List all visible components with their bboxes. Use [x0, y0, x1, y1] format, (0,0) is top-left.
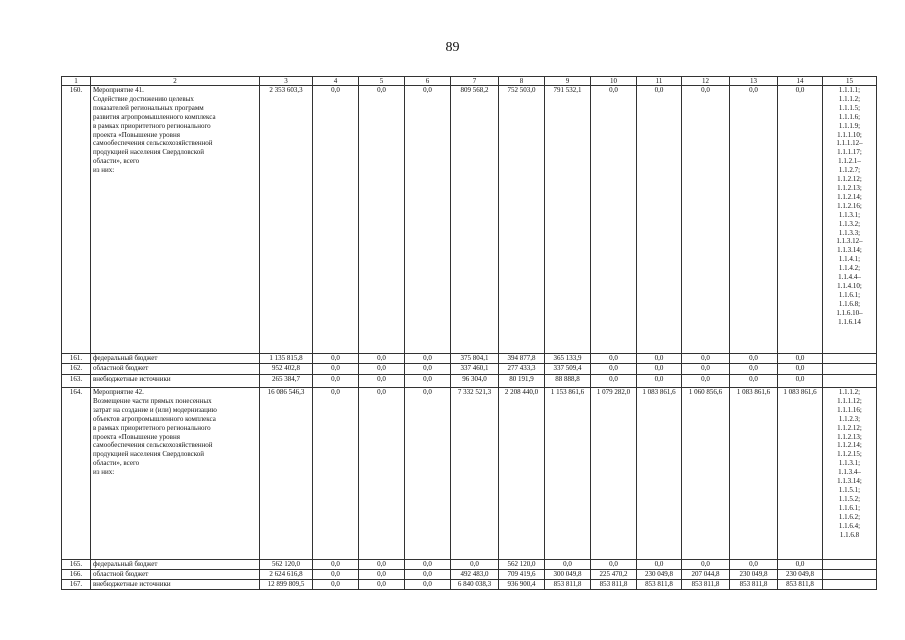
row-number: 160. — [62, 86, 91, 354]
description-line: из них: — [93, 468, 115, 477]
table-row — [62, 570, 877, 580]
target-indicators-cell — [823, 570, 877, 580]
value-cell: 0,0 — [359, 375, 405, 388]
value-cell: 7 332 521,3 — [451, 388, 499, 560]
indicator-code: 1.1.3.3; — [838, 228, 861, 237]
value-cell: 337 460,1 — [451, 364, 499, 375]
value-cell: 1 083 861,6 — [637, 388, 682, 560]
target-indicators-cell — [823, 375, 877, 388]
value-cell: 936 900,4 — [499, 580, 545, 590]
value-cell: 0,0 — [682, 364, 730, 375]
value-cell: 562 120,0 — [499, 560, 545, 570]
indicator-code: 1.1.5.1; — [838, 485, 861, 494]
value-cell: 0,0 — [405, 364, 451, 375]
indicator-code: 1.1.2.13; — [837, 432, 862, 441]
indicator-code: 1.1.3.1; — [838, 459, 861, 468]
table-row — [62, 354, 877, 364]
value-cell: 88 888,8 — [545, 375, 591, 388]
column-header: 14 — [778, 77, 823, 86]
value-cell: 853 811,8 — [730, 580, 778, 590]
value-cell: 0,0 — [682, 86, 730, 354]
value-cell: 0,0 — [591, 354, 637, 364]
indicator-code: 1.1.6.1; — [838, 290, 861, 299]
indicator-code: 1.1.3.1; — [838, 210, 861, 219]
value-cell: 1 060 856,6 — [682, 388, 730, 560]
description-line: Мероприятие 42. — [93, 388, 144, 396]
value-cell: 0,0 — [637, 364, 682, 375]
indicator-code: 1.1.1.16; — [837, 405, 862, 414]
value-cell: 1 079 282,0 — [591, 388, 637, 560]
row-description — [91, 388, 260, 560]
value-cell: 0,0 — [591, 375, 637, 388]
value-cell: 0,0 — [313, 375, 359, 388]
column-header: 4 — [313, 77, 359, 86]
row-number: 163. — [62, 375, 91, 388]
indicator-code: 1.1.3.12– — [836, 237, 863, 246]
table-row — [62, 375, 877, 388]
value-cell: 0,0 — [730, 375, 778, 388]
value-cell: 0,0 — [405, 388, 451, 560]
description-line: продукцией населения Свердловской — [93, 148, 204, 157]
indicator-code: 1.1.2.3; — [838, 414, 861, 423]
indicator-code: 1.1.3.4– — [838, 468, 861, 477]
description-line: внебюджетные источники — [93, 580, 171, 588]
description-line: продукцией населения Свердловской — [93, 450, 204, 459]
indicator-code: 1.1.1.10; — [837, 130, 862, 139]
value-cell: 0,0 — [359, 354, 405, 364]
value-cell: 0,0 — [405, 375, 451, 388]
value-cell: 0,0 — [359, 570, 405, 580]
indicator-code: 1.1.1.12; — [837, 396, 862, 405]
row-description — [91, 364, 260, 375]
value-cell: 300 049,8 — [545, 570, 591, 580]
value-cell: 853 811,8 — [682, 580, 730, 590]
value-cell: 0,0 — [451, 560, 499, 570]
value-cell: 492 483,0 — [451, 570, 499, 580]
row-description — [91, 375, 260, 388]
value-cell: 0,0 — [637, 560, 682, 570]
value-cell: 12 899 809,5 — [260, 580, 313, 590]
value-cell: 853 811,8 — [591, 580, 637, 590]
value-cell: 365 133,9 — [545, 354, 591, 364]
column-header: 11 — [637, 77, 682, 86]
value-cell: 16 086 546,3 — [260, 388, 313, 560]
value-cell: 1 083 861,6 — [778, 388, 823, 560]
column-header: 13 — [730, 77, 778, 86]
description-line: проекта «Повышение уровня — [93, 130, 180, 139]
column-header: 12 — [682, 77, 730, 86]
indicator-code: 1.1.3.14; — [837, 246, 862, 255]
indicator-code: 1.1.4.1; — [838, 255, 861, 264]
description-line: Мероприятие 41. — [93, 86, 144, 94]
value-cell: 0,0 — [405, 86, 451, 354]
description-line: областной бюджет — [93, 570, 149, 578]
row-number: 166. — [62, 570, 91, 580]
value-cell: 0,0 — [637, 86, 682, 354]
value-cell: 0,0 — [405, 354, 451, 364]
indicator-code: 1.1.6.10– — [836, 308, 863, 317]
target-indicators-cell — [823, 388, 877, 560]
description-line: самообеспечения сельскохозяйственной — [93, 139, 213, 148]
row-description — [91, 354, 260, 364]
description-line: самообеспечения сельскохозяйственной — [93, 441, 213, 450]
column-header: 10 — [591, 77, 637, 86]
indicator-code: 1.1.4.4– — [838, 273, 861, 282]
value-cell: 265 384,7 — [260, 375, 313, 388]
description-line: показателей региональных программ — [93, 103, 204, 112]
column-header: 7 — [451, 77, 499, 86]
value-cell: 2 208 440,0 — [499, 388, 545, 560]
value-cell: 0,0 — [313, 354, 359, 364]
indicator-code: 1.1.1.2; — [838, 388, 861, 396]
value-cell: 80 191,9 — [499, 375, 545, 388]
value-cell: 0,0 — [730, 560, 778, 570]
page-number: 89 — [445, 40, 460, 55]
budget-table — [61, 76, 877, 590]
value-cell: 853 811,8 — [545, 580, 591, 590]
value-cell: 0,0 — [313, 560, 359, 570]
row-description — [91, 580, 260, 590]
value-cell: 230 049,8 — [778, 570, 823, 580]
target-indicators-cell — [823, 580, 877, 590]
value-cell: 230 049,8 — [637, 570, 682, 580]
description-line: федеральный бюджет — [93, 354, 158, 362]
indicator-code: 1.1.4.2; — [838, 264, 861, 273]
indicator-code: 1.1.2.16; — [837, 201, 862, 210]
table-row — [62, 560, 877, 570]
value-cell: 562 120,0 — [260, 560, 313, 570]
value-cell: 952 402,8 — [260, 364, 313, 375]
target-indicators-cell — [823, 354, 877, 364]
description-line: внебюджетные источники — [93, 375, 171, 383]
value-cell: 1 083 861,6 — [730, 388, 778, 560]
row-number: 167. — [62, 580, 91, 590]
column-header: 3 — [260, 77, 313, 86]
indicator-code: 1.1.6.1; — [838, 503, 861, 512]
description-line: в рамках приоритетного регионального — [93, 121, 211, 130]
indicator-code: 1.1.1.5; — [838, 103, 861, 112]
value-cell: 0,0 — [778, 364, 823, 375]
indicator-code: 1.1.1.9; — [838, 121, 861, 130]
description-line: проекта «Повышение уровня — [93, 432, 180, 441]
value-cell: 0,0 — [359, 560, 405, 570]
value-cell: 0,0 — [730, 86, 778, 354]
value-cell: 96 304,0 — [451, 375, 499, 388]
value-cell: 0,0 — [313, 388, 359, 560]
value-cell: 0,0 — [405, 570, 451, 580]
value-cell: 0,0 — [730, 364, 778, 375]
value-cell: 207 044,8 — [682, 570, 730, 580]
description-line: федеральный бюджет — [93, 560, 158, 568]
value-cell: 0,0 — [591, 364, 637, 375]
value-cell: 2 624 616,8 — [260, 570, 313, 580]
value-cell: 230 049,8 — [730, 570, 778, 580]
value-cell: 809 568,2 — [451, 86, 499, 354]
indicator-code: 1.1.6.8 — [839, 530, 860, 539]
value-cell: 0,0 — [313, 580, 359, 590]
indicator-code: 1.1.5.2; — [838, 494, 861, 503]
row-description — [91, 86, 260, 354]
value-cell: 0,0 — [313, 364, 359, 375]
row-number: 164. — [62, 388, 91, 560]
description-line: Возмещение части прямых понесенных — [93, 396, 212, 405]
value-cell: 853 811,8 — [778, 580, 823, 590]
indicator-code: 1.1.1.1; — [838, 86, 861, 94]
target-indicators-cell — [823, 364, 877, 375]
value-cell: 0,0 — [682, 560, 730, 570]
indicator-code: 1.1.3.14; — [837, 477, 862, 486]
indicator-code: 1.1.2.12; — [837, 175, 862, 184]
target-indicators-cell — [823, 86, 877, 354]
value-cell: 0,0 — [682, 375, 730, 388]
indicator-code: 1.1.3.2; — [838, 219, 861, 228]
description-line: затрат на создание и (или) модернизацию — [93, 405, 217, 414]
description-line: областной бюджет — [93, 364, 149, 372]
description-line: развития агропромышленного комплекса — [93, 112, 216, 121]
indicator-code: 1.1.2.7; — [838, 166, 861, 175]
value-cell: 0,0 — [730, 354, 778, 364]
indicator-code: 1.1.1.6; — [838, 112, 861, 121]
column-number-row — [62, 77, 877, 86]
value-cell: 1 135 815,8 — [260, 354, 313, 364]
value-cell: 853 811,8 — [637, 580, 682, 590]
indicator-code: 1.1.2.1– — [838, 157, 861, 166]
table-row — [62, 580, 877, 590]
value-cell: 1 153 861,6 — [545, 388, 591, 560]
indicator-code: 1.1.1.12– — [836, 139, 863, 148]
row-number: 165. — [62, 560, 91, 570]
column-header: 1 — [62, 77, 91, 86]
column-header: 6 — [405, 77, 451, 86]
indicator-code: 1.1.6.2; — [838, 512, 861, 521]
value-cell: 0,0 — [778, 354, 823, 364]
value-cell: 0,0 — [778, 560, 823, 570]
value-cell: 225 470,2 — [591, 570, 637, 580]
value-cell: 337 509,4 — [545, 364, 591, 375]
value-cell: 375 804,1 — [451, 354, 499, 364]
value-cell: 0,0 — [359, 388, 405, 560]
column-header: 9 — [545, 77, 591, 86]
table-row — [62, 388, 877, 560]
value-cell: 0,0 — [359, 364, 405, 375]
table-row — [62, 364, 877, 375]
value-cell: 0,0 — [405, 580, 451, 590]
row-number: 162. — [62, 364, 91, 375]
value-cell: 0,0 — [637, 375, 682, 388]
indicator-code: 1.1.6.8; — [838, 299, 861, 308]
value-cell: 0,0 — [313, 570, 359, 580]
indicator-code: 1.1.6.4; — [838, 521, 861, 530]
value-cell: 0,0 — [591, 560, 637, 570]
column-header: 8 — [499, 77, 545, 86]
value-cell: 0,0 — [591, 86, 637, 354]
value-cell: 0,0 — [637, 354, 682, 364]
column-header: 15 — [823, 77, 877, 86]
value-cell: 0,0 — [778, 375, 823, 388]
value-cell: 709 419,6 — [499, 570, 545, 580]
description-line: в рамках приоритетного регионального — [93, 423, 211, 432]
indicator-code: 1.1.4.10; — [837, 281, 862, 290]
value-cell: 0,0 — [545, 560, 591, 570]
value-cell: 2 353 603,3 — [260, 86, 313, 354]
value-cell: 0,0 — [405, 560, 451, 570]
description-line: объектов агропромышленного комплекса — [93, 414, 216, 423]
column-header: 2 — [91, 77, 260, 86]
target-indicators-cell — [823, 560, 877, 570]
row-number: 161. — [62, 354, 91, 364]
value-cell: 0,0 — [778, 86, 823, 354]
value-cell: 6 840 038,3 — [451, 580, 499, 590]
column-header: 5 — [359, 77, 405, 86]
description-line: области», всего — [93, 157, 140, 166]
value-cell: 0,0 — [359, 86, 405, 354]
value-cell: 0,0 — [313, 86, 359, 354]
indicator-code: 1.1.2.12; — [837, 423, 862, 432]
value-cell: 277 433,3 — [499, 364, 545, 375]
indicator-code: 1.1.1.17; — [837, 148, 862, 157]
indicator-code: 1.1.2.13; — [837, 183, 862, 192]
description-line: из них: — [93, 166, 115, 175]
indicator-code: 1.1.2.15; — [837, 450, 862, 459]
description-line: Содействие достижению целевых — [93, 94, 194, 103]
description-line: области», всего — [93, 459, 140, 468]
value-cell: 0,0 — [359, 580, 405, 590]
value-cell: 394 877,8 — [499, 354, 545, 364]
indicator-code: 1.1.2.14; — [837, 192, 862, 201]
indicator-code: 1.1.6.14 — [838, 317, 861, 326]
value-cell: 0,0 — [682, 354, 730, 364]
row-description — [91, 560, 260, 570]
value-cell: 791 532,1 — [545, 86, 591, 354]
row-description — [91, 570, 260, 580]
indicator-code: 1.1.2.14; — [837, 441, 862, 450]
indicator-code: 1.1.1.2; — [838, 94, 861, 103]
table-row — [62, 86, 877, 354]
value-cell: 752 503,0 — [499, 86, 545, 354]
